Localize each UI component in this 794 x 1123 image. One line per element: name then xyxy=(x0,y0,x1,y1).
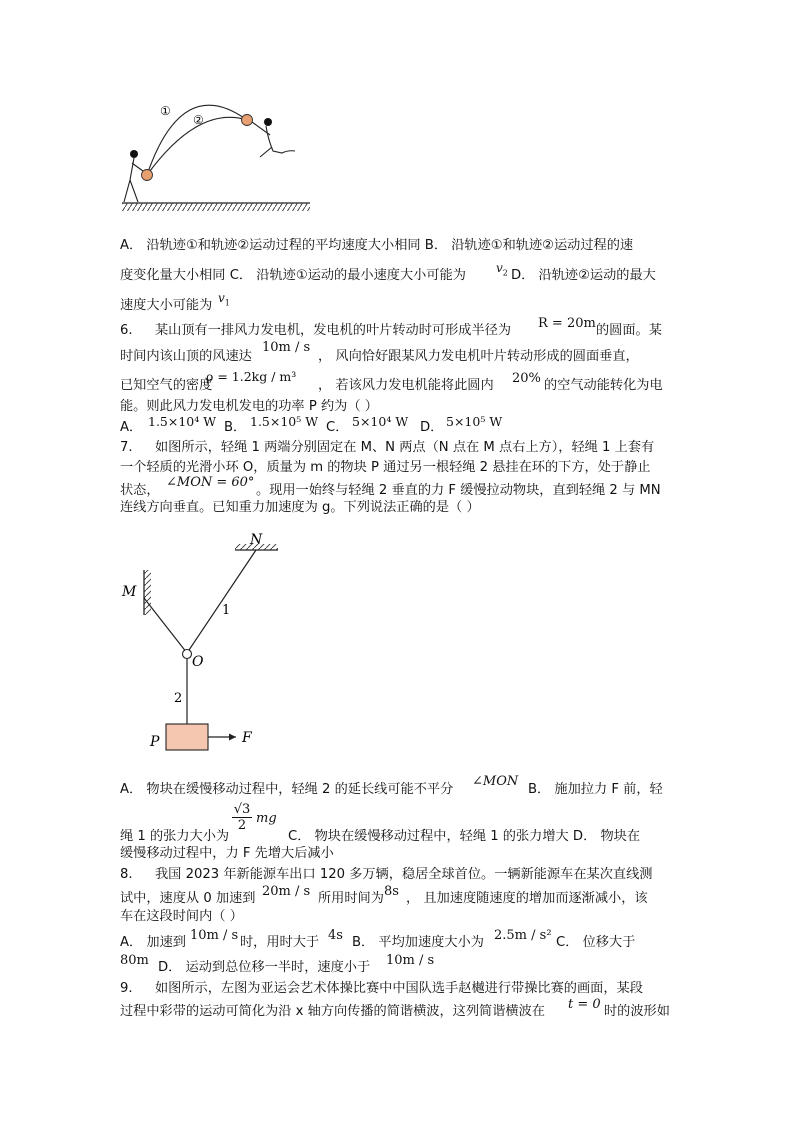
q7-text-1: 如图所示，轻绳 1 两端分别固定在 M、N 两点（N 点在 M 点右上方），轻绳 1 上套有 xyxy=(155,440,655,455)
q8-option-c: C． 位移大于 xyxy=(556,935,636,950)
q5-line-2 xyxy=(120,268,466,284)
label-f: F xyxy=(242,730,252,746)
q9-time-zero: t = 0 xyxy=(568,997,601,1012)
q6-option-c-value: 5×10⁴ W xyxy=(352,414,409,429)
q9-text-1: 如图所示，左图为亚运会艺术体操比赛中中国队选手赵樾进行带操比赛的画面，某段 xyxy=(155,981,643,996)
q6-line-1 xyxy=(120,323,511,339)
trajectory-1-label: ① xyxy=(160,104,171,118)
q8-option-a-text: 时，用时大于 xyxy=(240,935,320,950)
q8-option-b: B． 平均加速度大小为 xyxy=(352,935,484,950)
rope-figure xyxy=(110,530,290,760)
q6-percent: 20% xyxy=(512,371,541,386)
q7-line-7: 缓慢移动过程中，力 F 先增大后减小 xyxy=(120,846,334,861)
q8-text-2c: ， 且加速度随速度的增加而逐渐减小，该 xyxy=(406,891,648,906)
q8-option-a-time: 4s xyxy=(328,928,343,943)
q7-fraction-denominator: 2 xyxy=(237,818,247,833)
q6-text-2b: ， 风向恰好跟某风力发电机叶片转动形成的圆面垂直， xyxy=(318,349,639,364)
q9-line-2: 过程中彩带的运动可简化为沿 x 轴方向传播的简谐横波，这列简谐横波在 xyxy=(120,1004,545,1019)
q8-option-c-dist: 80m xyxy=(120,953,149,968)
q6-text-3b: ， 若该风力发电机能将此圆内 xyxy=(318,378,494,393)
q8-number: 8. xyxy=(120,867,133,882)
q6-option-a-label: A． xyxy=(120,420,143,435)
q7-text-6b: C． 物块在缓慢移动过程中，轻绳 1 的张力增大 D． 物块在 xyxy=(288,829,641,844)
q6-wind-speed: 10m / s xyxy=(262,340,311,355)
q6-line-4: 能。则此风力发电机发电的功率 P 约为（ ） xyxy=(120,399,378,414)
q8-line-2: 试中，速度从 0 加速到 xyxy=(120,891,256,906)
force-arrowhead xyxy=(229,734,236,741)
q6-text-1b: 的圆面。某 xyxy=(596,323,662,338)
q6-option-a-value: 1.5×10⁴ W xyxy=(148,414,217,429)
q6-line-2: 时间内该山顶的风速达 xyxy=(120,349,252,364)
q6-text-1a: 某山顶有一排风力发电机，发电机的叶片转动时可形成半径为 xyxy=(155,323,512,338)
q7-fraction xyxy=(232,802,252,833)
q8-option-d-speed: 10m / s xyxy=(386,953,435,968)
q9-line-1 xyxy=(120,981,643,997)
q7-option-b: B． 施加拉力 F 前，轻 xyxy=(528,782,663,797)
q8-option-a-speed: 10m / s xyxy=(190,928,239,943)
q8-speed: 20m / s xyxy=(262,884,311,899)
q8-time: 8s xyxy=(384,884,399,899)
ball-start xyxy=(142,170,153,181)
q6-number: 6. xyxy=(120,323,133,338)
label-n: N xyxy=(250,532,263,548)
q7-angle: ∠MON = 60° xyxy=(166,475,255,490)
label-p: P xyxy=(150,734,160,750)
q5-v1: $v_1$ xyxy=(218,291,230,308)
q5-option-d-text: D． 沿轨迹②运动的最大 xyxy=(511,268,656,283)
q5-line-3: 速度大小可能为 xyxy=(120,298,213,313)
left-wall-hatch xyxy=(144,570,151,615)
q9-number: 9. xyxy=(120,981,133,996)
q7-mg: mg xyxy=(256,811,277,826)
q8-text-1: 我国 2023 年新能源车出口 120 多万辆，稳居全球首位。一辆新能源车在某次直线测 xyxy=(155,867,653,882)
q6-option-b-value: 1.5×10⁵ W xyxy=(250,414,319,429)
q7-line-2: 一个轻质的光滑小环 O，质量为 m 的物块 P 通过另一根轻绳 2 悬挂在环的下方，处于静止 xyxy=(120,460,651,475)
rope-1-left xyxy=(144,598,187,653)
q5-option-c-text: 度变化量大小相同 C． 沿轨迹①运动的最小速度大小可能为 xyxy=(120,268,466,283)
q7-angle-2: ∠MON xyxy=(472,774,519,789)
left-person-head xyxy=(130,150,138,158)
left-person-body xyxy=(124,158,146,202)
trajectory-figure xyxy=(110,95,320,220)
q8-option-b-accel: 2.5m / s² xyxy=(494,928,552,943)
q7-line-4: 连线方向垂直。已知重力加速度为 g。下列说法正确的是（ ） xyxy=(120,500,480,515)
q8-text-2b: 所用时间为 xyxy=(318,891,384,906)
q5-v2: $v_2$ xyxy=(496,261,508,278)
q6-line-3: 已知空气的密度 xyxy=(120,378,213,393)
q6-density: ρ = 1.2kg / m³ xyxy=(206,369,297,384)
right-person-body xyxy=(252,122,295,157)
ball-end xyxy=(242,115,253,126)
q9-text-2b: 时的波形如 xyxy=(604,1004,670,1019)
rope-1-right xyxy=(187,550,256,653)
q8-option-a: A． 加速到 xyxy=(120,935,186,950)
q6-option-b-label: B． xyxy=(224,420,247,435)
q6-option-c-label: C． xyxy=(326,420,349,435)
label-rope-1: 1 xyxy=(222,603,231,618)
q6-radius: R = 20m xyxy=(538,316,596,331)
ground-hatch xyxy=(122,203,310,211)
ring-o xyxy=(183,650,192,659)
q7-fraction-numerator: √3 xyxy=(233,802,251,817)
q7-text-3b: 。现用一始终与轻绳 2 垂直的力 F 缓慢拉动物块，直到轻绳 2 与 MN xyxy=(256,483,661,498)
label-rope-2: 2 xyxy=(174,691,183,706)
q7-line-1 xyxy=(120,440,654,456)
q8-option-d: D． 运动到总位移一半时，速度小于 xyxy=(158,960,371,975)
block-p xyxy=(166,724,208,750)
q6-option-d-value: 5×10⁵ W xyxy=(446,414,503,429)
q7-line-6: 绳 1 的张力大小为 xyxy=(120,829,230,844)
q6-options xyxy=(120,420,142,436)
q6-option-d-label: D． xyxy=(420,420,444,435)
q8-line-1 xyxy=(120,867,653,883)
q7-number: 7. xyxy=(120,440,133,455)
q8-line-3: 车在这段时间内（ ） xyxy=(120,909,243,924)
trajectory-2-label: ② xyxy=(193,113,204,127)
q6-text-3c: 的空气动能转化为电 xyxy=(544,378,663,393)
label-m: M xyxy=(122,584,137,600)
q5-option-a-b: A． 沿轨迹①和轨迹②运动过程的平均速度大小相同 B． 沿轨迹①和轨迹②运动过程的速 xyxy=(120,238,634,253)
label-o: O xyxy=(192,654,204,670)
right-person-head xyxy=(264,118,272,126)
q7-option-a: A． 物块在缓慢移动过程中，轻绳 2 的延长线可能不平分 xyxy=(120,782,454,797)
q7-line-3: 状态， xyxy=(120,483,160,498)
